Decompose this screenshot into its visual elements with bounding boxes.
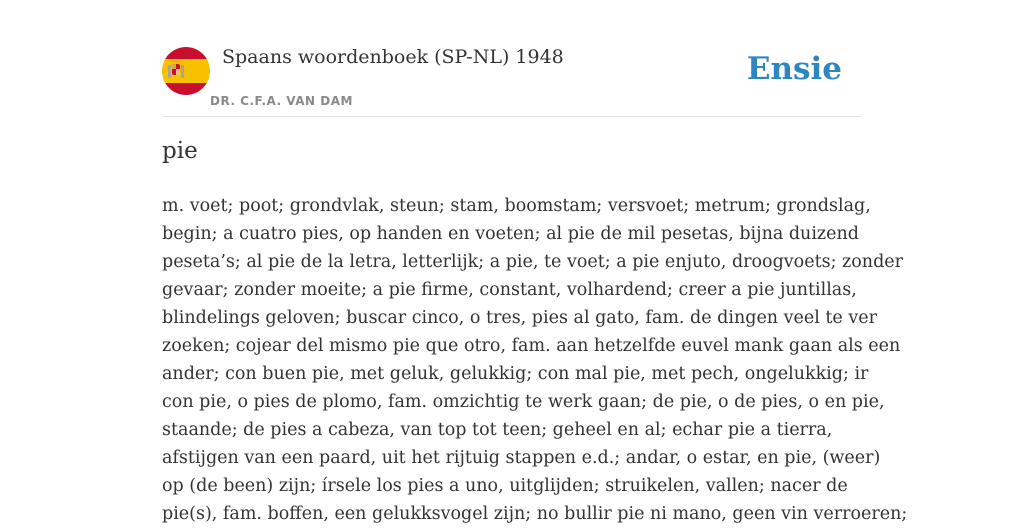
spain-flag-icon <box>162 47 210 95</box>
definition-line: gevaar; zonder moeite; a pie firme, constant, volhardend; creer a pie juntillas, <box>162 280 857 300</box>
definition-line: pie(s), fam. boffen, een gelukksvogel zijn; no bullir pie ni mano, geen vin verroeren; <box>162 504 908 524</box>
definition-line: staande; de pies a cabeza, van top tot teen; geheel en al; echar pie a tierra, <box>162 420 833 440</box>
entry-headword: pie <box>162 138 198 164</box>
definition-line: ander; con buen pie, met geluk, gelukkig; con mal pie, met pech, ongelukkig; ir <box>162 364 869 384</box>
definition-line: m. voet; poot; grondvlak, steun; stam, boomstam; versvoet; metrum; grondslag, <box>162 196 871 216</box>
definition-line: blindelings geloven; buscar cinco, o tres, pies al gato, fam. de dingen veel te ver <box>162 308 877 328</box>
dictionary-author: DR. C.F.A. VAN DAM <box>210 94 353 108</box>
definition-line: op (de been) zijn; írsele los pies a uno, uitglijden; struikelen, vallen; nacer de <box>162 476 848 496</box>
dictionary-title[interactable]: Spaans woordenboek (SP-NL) 1948 <box>222 46 564 68</box>
definition-line: begin; a cuatro pies, op handen en voeten; al pie de mil pesetas, bijna duizend <box>162 224 859 244</box>
definition-line: afstijgen van een paard, uit het rijtuig stappen e.d.; andar, o estar, en pie, (weer) <box>162 448 881 468</box>
definition-line: con pie, o pies de plomo, fam. omzichtig te werk gaan; de pie, o de pies, o en pie, <box>162 392 885 412</box>
dictionary-header <box>162 44 862 117</box>
definition-line: zoeken; cojear del mismo pie que otro, fam. aan hetzelfde euvel mank gaan als een <box>162 336 901 356</box>
definition-line: peseta’s; al pie de la letra, letterlijk; a pie, te voet; a pie enjuto, droogvoets; zonder <box>162 252 903 272</box>
entry-definition <box>162 192 908 528</box>
ensie-logo[interactable]: Ensie <box>746 51 842 87</box>
